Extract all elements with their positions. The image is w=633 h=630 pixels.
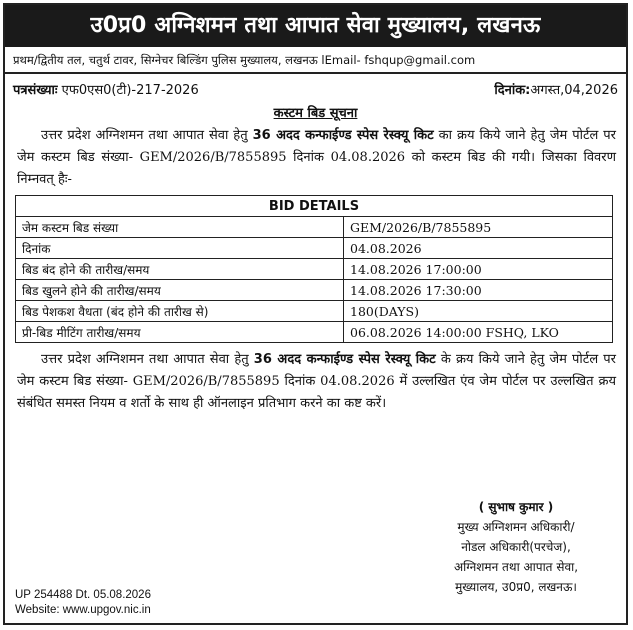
bid-table-heading: BID DETAILS: [16, 196, 613, 217]
letter-number-label: पत्रसंख्याः: [13, 83, 58, 98]
table-cell-key: बिड खुलने होने की तारीख/समय: [16, 280, 344, 301]
notice-frame: [3, 3, 628, 625]
table-cell-key: दिनांक: [16, 238, 344, 259]
table-cell-value: 14.08.2026 17:00:00: [344, 259, 613, 280]
signatory-designation-1: मुख्य अग्निशमन अधिकारी/: [457, 520, 575, 534]
table-cell-value: 14.08.2026 17:30:00: [344, 280, 613, 301]
reference-line: [5, 74, 626, 100]
bid-details-table: [15, 195, 613, 343]
department-title: उ0प्र0 अग्निशमन तथा आपात सेवा मुख्यालय, लखनऊ: [5, 5, 626, 47]
up-reference-number: UP 254488 Dt. 05.08.2026: [15, 589, 151, 601]
table-row: [16, 238, 613, 259]
letter-date: [494, 80, 618, 98]
letter-date-value: अगस्त,04,2026: [530, 83, 618, 98]
table-cell-value: 180(DAYS): [344, 301, 613, 322]
signature-block: [416, 497, 616, 597]
intro-item-bold: 36 अदद कन्फाईण्ड स्पेस रेस्क्यू किट: [252, 128, 434, 143]
intro-text-2: का क्रय किये जाने हेतु जेम पोर्टल पर जेम कस्टम बिड संख्या- GEM/2026/B/7855895 दिनांक 04.08.2026 को कस्टम बिड की गयी। जिसका विवरण निम्नवत् हैः-: [17, 128, 617, 187]
table-cell-key: जेम कस्टम बिड संख्या: [16, 217, 344, 238]
table-cell-key: प्री-बिड मीटिंग तारीख/समय: [16, 322, 344, 343]
footer: [15, 588, 151, 618]
signatory-office-2: मुख्यालय, उ0प्र0, लखनऊ।: [455, 580, 577, 594]
closing-paragraph: [5, 349, 626, 415]
signatory-office-1: अग्निशमन तथा आपात सेवा,: [453, 560, 579, 574]
signatory-designation-2: नोडल अधिकारी(परचेज),: [461, 540, 571, 554]
letter-number: [13, 80, 199, 98]
notice-subject: कस्टम बिड सूचना: [273, 106, 358, 121]
address-line: प्रथम/द्वितीय तल, चतुर्थ टावर, सिग्नेचर बिल्डिंग पुलिस मुख्यालय, लखनऊ lEmail- fshqup@gmail.com: [5, 47, 626, 74]
closing-item-bold: 36 अदद कन्फाईण्ड स्पेस रेस्क्यू किट: [253, 352, 436, 367]
table-row: [16, 301, 613, 322]
letter-date-label: दिनांक:: [494, 83, 531, 98]
website-link: Website: www.upgov.nic.in: [15, 604, 151, 616]
closing-text-2: के क्रय किये जाने हेतु जेम पोर्टल पर जेम कस्टम बिड संख्या- GEM/2026/B/7855895 दिनांक 04.08.2026 में उल्लखित एंव जेम पोर्टल पर उल्लखित क्रय संबंधित समस्त नियम व शर्तो के साथ ही ऑनलाइन प्रतिभाग करने का कष्ट करें।: [17, 352, 616, 411]
closing-text-1: उत्तर प्रदेश अग्निशमन तथा आपात सेवा हेतु: [41, 352, 254, 367]
letter-number-value: एफ0एस0(टी)-217-2026: [61, 83, 199, 98]
intro-paragraph: [5, 125, 626, 191]
table-cell-key: बिड पेशकश वैधता (बंद होने की तारीख से): [16, 301, 344, 322]
table-row: [16, 280, 613, 301]
table-cell-key: बिड बंद होने की तारीख/समय: [16, 259, 344, 280]
table-cell-value: 04.08.2026: [344, 238, 613, 259]
table-row: [16, 217, 613, 238]
table-row: [16, 322, 613, 343]
table-cell-value: 06.08.2026 14:00:00 FSHQ, LKO: [344, 322, 613, 343]
table-cell-value: GEM/2026/B/7855895: [344, 217, 613, 238]
table-row: [16, 259, 613, 280]
intro-text-1: उत्तर प्रदेश अग्निशमन तथा आपात सेवा हेतु: [41, 128, 253, 143]
signatory-name: ( सुभाष कुमार ): [478, 500, 554, 514]
